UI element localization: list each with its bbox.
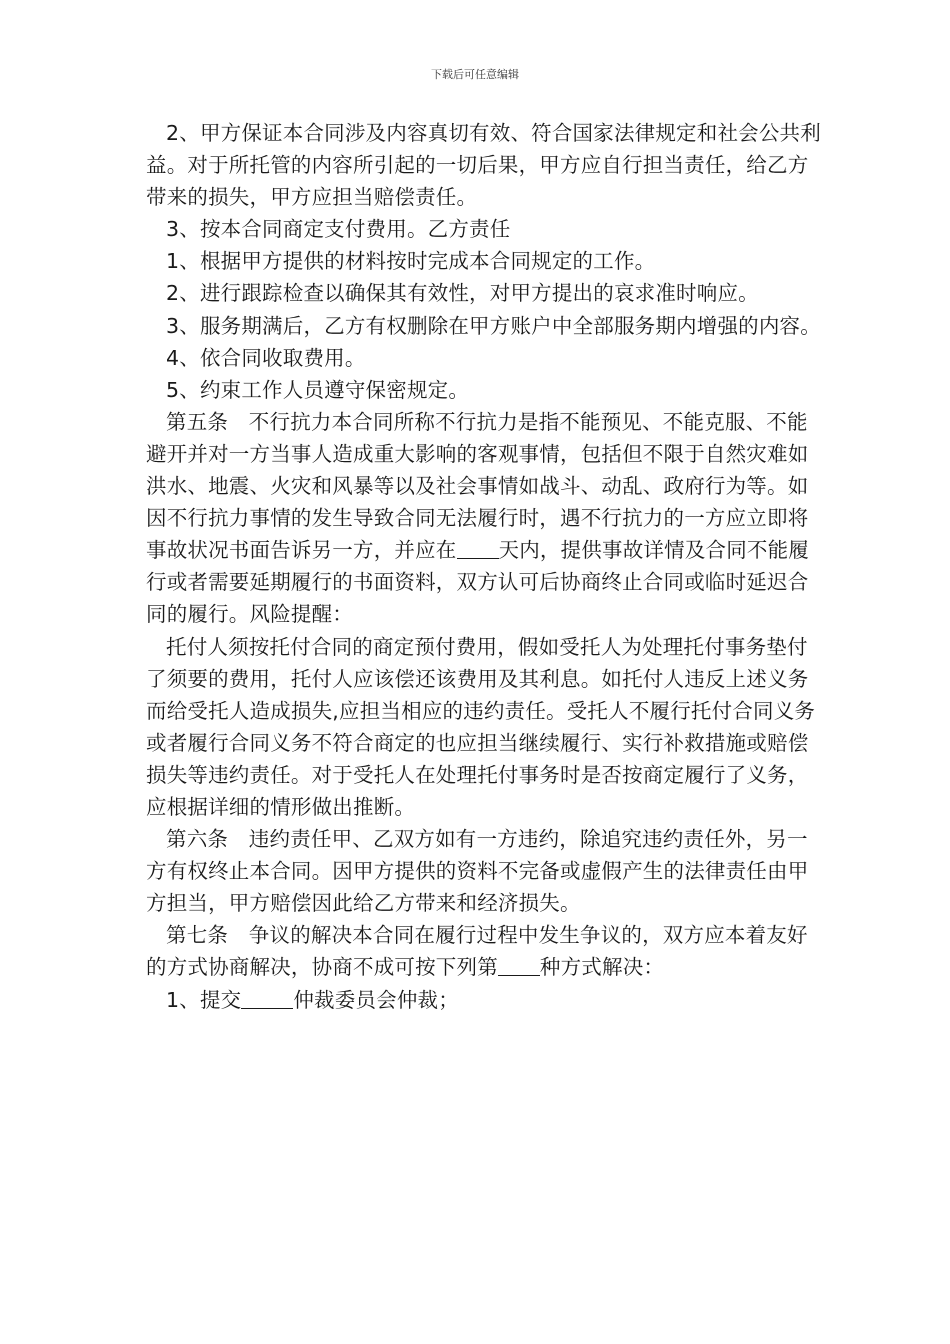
- paragraph: 3、服务期满后，乙方有权删除在甲方账户中全部服务期内增强的内容。: [166, 313, 821, 338]
- paragraph: 3、按本合同商定支付费用。乙方责任: [166, 217, 511, 242]
- arbitration-commission-blank: [241, 987, 293, 1009]
- paragraph: 2、甲方保证本合同涉及内容真切有效、符合国家法律规定和社会公共利益。对于所托管的内容所引起的一切后果，甲方应自行担当责任，给乙方带来的损失，甲方应担当赔偿责任。: [146, 121, 821, 210]
- article-5-text-after: 天内，提供事故详情及合同不能履行或者需要延期履行的书面资料，双方认可后协商终止合同或临时延迟合同的履行。风险提醒：: [146, 538, 809, 627]
- paragraph: 5、约束工作人员遵守保密规定。: [166, 377, 470, 402]
- article-6-breach: 第六条 违约责任甲、乙双方如有一方违约，除追究违约责任外，另一方有权终止本合同。因甲方提供的资料不完备或虚假产生的法律责任由甲方担当，甲方赔偿因此给乙方带来和经济损失。: [146, 827, 809, 916]
- article-7-text-after: 种方式解决：: [539, 955, 665, 980]
- article-5-text-before: 第五条 不行抗力本合同所称不行抗力是指不能预见、不能克服、不能避开并对一方当事人造成重大影响的客观事情，包括但不限于自然灾难如洪水、地震、火灾和风暴等以及社会事情如战斗、动乱、政府行为等。如因不行抗力事情的发生导致合同无法履行时，遇不行抗力的一方应立即将事故状况书面告诉另一方，并应在: [146, 409, 809, 563]
- paragraph: 1、根据甲方提供的材料按时完成本合同规定的工作。: [166, 249, 656, 274]
- paragraph: 2、进行跟踪检查以确保其有效性，对甲方提出的哀求准时响应。: [166, 281, 759, 306]
- paragraph: 4、依合同收取费用。: [166, 345, 366, 370]
- article-7-dispute: [146, 919, 826, 983]
- article-5-force-majeure: [146, 406, 826, 631]
- article-7-text-before: 第七条 争议的解决本合同在履行过程中发生争议的，双方应本着友好的方式协商解决，协商不成可按下列第: [146, 923, 808, 980]
- arbitration-item-after: 仲裁委员会仲裁；: [293, 987, 459, 1012]
- document-body: [146, 117, 826, 1016]
- risk-reminder-paragraph: 托付人须按托付合同的商定预付费用，假如受托人为处理托付事务垫付了须要的费用，托付人应该偿还该费用及其利息。如托付人违反上述义务而给受托人造成损失,应担当相应的违约责任。受托人不履行托付合同义务或者履行合同义务不符合商定的也应担当继续履行、实行补救措施或赔偿损失等违约责任。对于受托人在处理托付事务时是否按商定履行了义务，应根据详细的情形做出推断。: [146, 634, 816, 819]
- arbitration-item: [146, 984, 826, 1016]
- days-blank: [457, 538, 499, 560]
- method-number-blank: [498, 955, 540, 977]
- page-header-note: 下载后可任意编辑: [431, 68, 519, 81]
- arbitration-item-before: 1、提交: [166, 987, 242, 1012]
